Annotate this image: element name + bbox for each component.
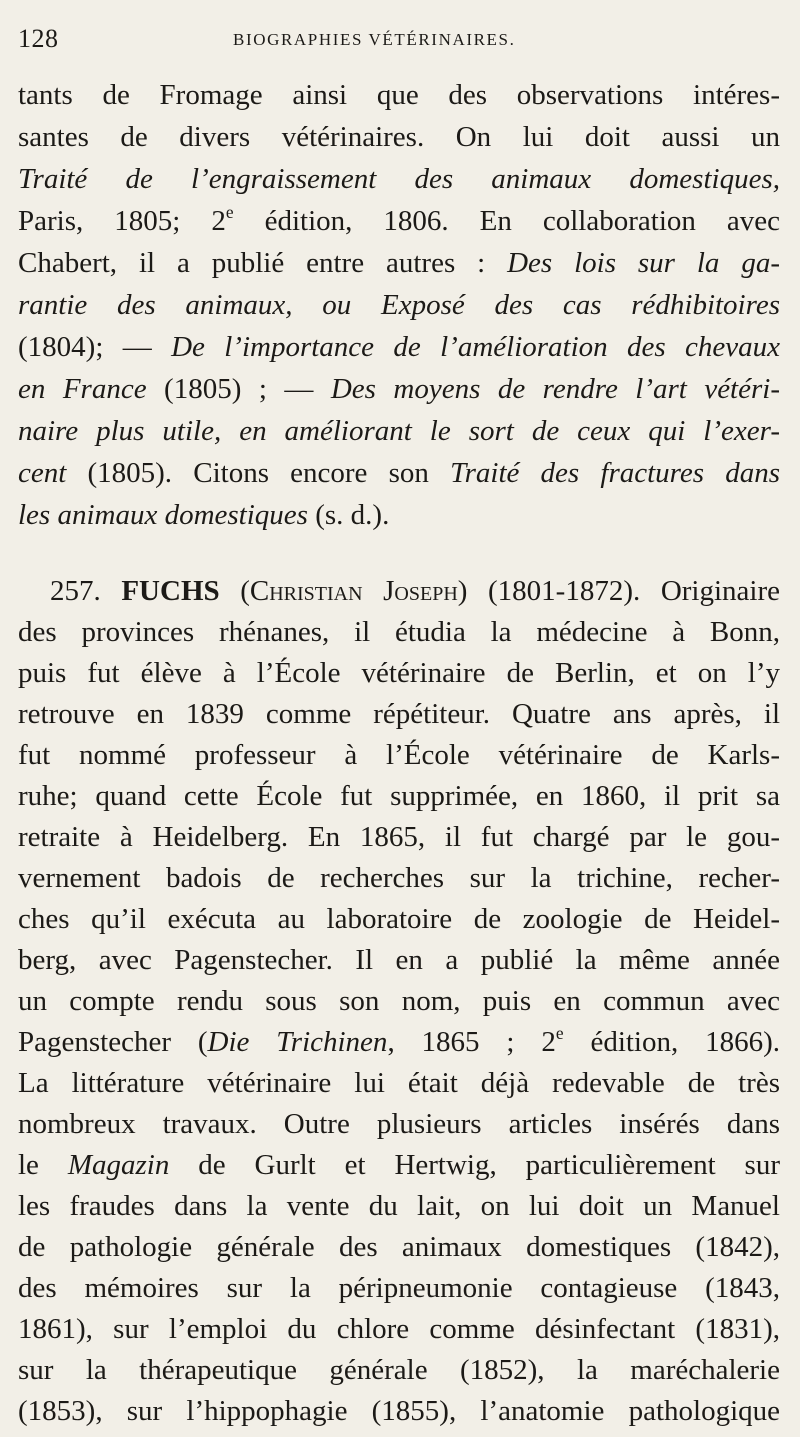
italic-title: De l’importance de l’amélioration des chevaux <box>171 331 780 363</box>
text-line <box>18 494 780 536</box>
text-line: 1861), sur l’emploi du chlore comme désinfectant (1831), <box>18 1313 780 1345</box>
text-line <box>18 1021 780 1063</box>
page-number: 128 <box>18 24 59 53</box>
text-line: ruhe; quand cette École fut supprimée, en 1860, il prit sa <box>18 780 780 812</box>
entry-dates: (1801-1872). Originaire <box>467 575 780 607</box>
italic-title: les animaux domestiques <box>18 499 308 531</box>
italic-title: naire plus utile, en améliorant le sort de ceux qui l’exer- <box>18 415 780 447</box>
text-line: vernement badois de recherches sur la trichine, recher- <box>18 862 780 894</box>
text-line: (1853), sur l’hippophagie (1855), l’anatomie pathologique <box>18 1395 780 1427</box>
italic-title: cent <box>18 457 67 489</box>
italic-title: rantie des animaux, ou Exposé des cas rédhibitoires <box>18 289 780 321</box>
text-line <box>18 1144 780 1186</box>
text-run: (1804); — <box>18 331 172 363</box>
italic-title: en France <box>18 373 147 405</box>
text-line: retraite à Heidelberg. En 1865, il fut chargé par le gou- <box>18 821 780 853</box>
text-line <box>18 158 780 200</box>
text-line: tants de Fromage ainsi que des observations intéres- <box>18 79 780 111</box>
text-line: un compte rendu sous son nom, puis en commun avec <box>18 985 780 1017</box>
text-line: puis fut élève à l’École vétérinaire de Berlin, et on l’y <box>18 657 780 689</box>
text-line: nombreux travaux. Outre plusieurs articles insérés dans <box>18 1108 780 1140</box>
text-line <box>18 326 780 368</box>
italic-title: Die Trichinen <box>207 1026 388 1058</box>
text-line <box>18 200 780 242</box>
entry-given-names: (Christian Joseph) <box>219 575 468 607</box>
italic-title: Magazin <box>67 1149 170 1181</box>
text-line: les fraudes dans la vente du lait, on lui doit un Manuel <box>18 1190 780 1222</box>
text-run: Chabert, il a publié entre autres : <box>18 247 508 279</box>
page-header <box>18 24 788 60</box>
running-head: BIOGRAPHIES VÉTÉRINAIRES. <box>233 30 516 49</box>
text-run: Pagenstecher ( <box>18 1026 208 1058</box>
text-line <box>18 452 780 494</box>
text-run: le <box>18 1149 68 1181</box>
italic-title: Traité de l’engraissement des animaux domestiques, <box>18 163 780 195</box>
text-run: Paris, 1805; 2 <box>18 205 226 237</box>
text-line: des provinces rhénanes, il étudia la médecine à Bonn, <box>18 616 780 648</box>
text-line: berg, avec Pagenstecher. Il en a publié la même année <box>18 944 780 976</box>
text-line: retrouve en 1839 comme répétiteur. Quatre ans après, il <box>18 698 780 730</box>
text-line <box>18 368 780 410</box>
text-run: édition, 1806. En collaboration avec <box>233 205 781 237</box>
text-line: des mémoires sur la péripneumonie contagieuse (1843, <box>18 1272 780 1304</box>
text-line <box>18 284 780 326</box>
italic-title: Des lois sur la ga- <box>507 247 780 279</box>
text-line: sur la thérapeutique générale (1852), la maréchalerie <box>18 1354 780 1386</box>
italic-title: Traité des fractures dans <box>450 457 780 489</box>
text-line: ches qu’il exécuta au laboratoire de zoologie de Heidel- <box>18 903 780 935</box>
text-run: de Gurlt et Hertwig, particulièrement sur <box>169 1149 780 1181</box>
text-line: santes de divers vétérinaires. On lui doit aussi un <box>18 121 780 153</box>
entry-number: 257. <box>50 575 122 607</box>
text-line <box>18 242 780 284</box>
text-run: , 1865 ; 2 <box>387 1026 556 1058</box>
text-line: fut nommé professeur à l’École vétérinaire de Karls- <box>18 739 780 771</box>
entry-surname: FUCHS <box>121 575 220 607</box>
text-run: édition, 1866). <box>563 1026 781 1058</box>
text-run: (1805) ; — <box>146 373 331 405</box>
superscript: e <box>225 201 234 222</box>
text-line: La littérature vétérinaire lui était déjà redevable de très <box>18 1067 780 1099</box>
text-run: (s. d.). <box>307 499 390 531</box>
text-line: de pathologie générale des animaux domestiques (1842), <box>18 1231 780 1263</box>
superscript: e <box>555 1022 564 1043</box>
italic-title: Des moyens de rendre l’art vétéri- <box>330 373 780 405</box>
text-run: (1805). Citons encore son <box>66 457 451 489</box>
text-line <box>18 410 780 452</box>
entry-heading-line <box>50 570 780 612</box>
